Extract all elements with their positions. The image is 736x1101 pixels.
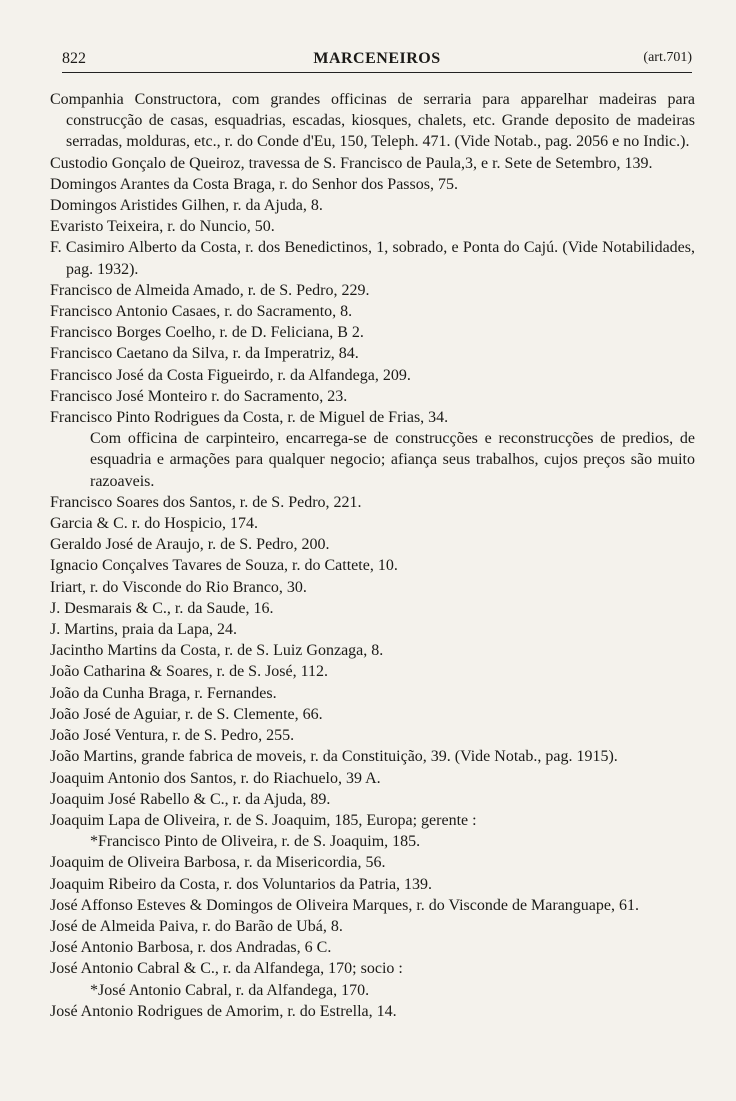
directory-entry: João Catharina & Soares, r. de S. José, 112. — [50, 663, 329, 681]
directory-entry: João José Ventura, r. de S. Pedro, 255. — [50, 727, 295, 745]
directory-entry: Domingos Aristides Gilhen, r. da Ajuda, 8. — [50, 197, 323, 215]
entry-note: *José Antonio Cabral, r. da Alfandega, 170. — [90, 981, 370, 999]
directory-entry: F. Casimiro Alberto da Costa, r. dos Benedictinos, 1, sobrado, e Ponta do Cajú. (Vide Notabilidades, pag. 1932). — [50, 239, 695, 278]
directory-entry: J. Desmarais & C., r. da Saude, 16. — [50, 599, 274, 617]
directory-entry: Companhia Constructora, com grandes officinas de serraria para apparelhar madeiras para construcção de casas, esquadrias, escadas, kiosques, chalets, etc. Grande deposito de madeiras serradas, molduras, etc., r. do Conde d'Eu, 150, Teleph. 471. (Vide Notab., pag. 2056 e no Indic.). — [50, 91, 695, 151]
directory-entry: Joaquim de Oliveira Barbosa, r. da Misericordia, 56. — [50, 854, 386, 872]
directory-entry: Garcia & C. r. do Hospicio, 174. — [50, 515, 258, 533]
directory-list — [50, 89, 695, 1022]
directory-entry: Francisco Soares dos Santos, r. de S. Pedro, 221. — [50, 493, 362, 511]
directory-entry: José Antonio Rodrigues de Amorim, r. do Estrella, 14. — [50, 1002, 397, 1020]
directory-entry: José de Almeida Paiva, r. do Barão de Ubá, 8. — [50, 917, 343, 935]
directory-entry: Francisco Borges Coelho, r. de D. Feliciana, B 2. — [50, 324, 364, 342]
directory-entry: José Antonio Barbosa, r. dos Andradas, 6 C. — [50, 939, 332, 957]
directory-entry: Ignacio Conçalves Tavares de Souza, r. do Cattete, 10. — [50, 557, 398, 575]
directory-entry: Francisco de Almeida Amado, r. de S. Pedro, 229. — [50, 281, 370, 299]
directory-entry: J. Martins, praia da Lapa, 24. — [50, 621, 238, 639]
directory-entry: Geraldo José de Araujo, r. de S. Pedro, 200. — [50, 536, 330, 554]
directory-entry: Francisco José da Costa Figueirdo, r. da Alfandega, 209. — [50, 366, 411, 384]
directory-entry: Joaquim Lapa de Oliveira, r. de S. Joaquim, 185, Europa; gerente : *Francisco Pinto de Oliveira, r. de S. Joaquim, 185. — [50, 810, 695, 852]
directory-entry: Joaquim José Rabello & C., r. da Ajuda, 89. — [50, 790, 331, 808]
directory-entry: João José de Aguiar, r. de S. Clemente, 66. — [50, 705, 323, 723]
directory-entry: Francisco Caetano da Silva, r. da Imperatriz, 84. — [50, 345, 359, 363]
directory-entry: José Antonio Cabral & C., r. da Alfandega, 170; socio : *José Antonio Cabral, r. da Alfandega, 170. — [50, 958, 695, 1000]
article-reference: (art.701) — [643, 50, 692, 65]
directory-entry: Domingos Arantes da Costa Braga, r. do Senhor dos Passos, 75. — [50, 175, 458, 193]
directory-entry: Francisco Antonio Casaes, r. do Sacramento, 8. — [50, 303, 353, 321]
entry-note: Com officina de carpinteiro, encarrega-se de construcções e reconstrucções de predios, de esquadria e armações para qualquer negocio; afiança seus trabalhos, cujos preços são muito razoaveis. — [90, 430, 695, 490]
directory-entry: Joaquim Antonio dos Santos, r. do Riachuelo, 39 A. — [50, 769, 381, 787]
directory-entry: José Affonso Esteves & Domingos de Oliveira Marques, r. do Visconde de Maranguape, 61. — [50, 896, 640, 914]
page-number: 822 — [62, 50, 86, 67]
directory-entry: João Martins, grande fabrica de moveis, r. da Constituição, 39. (Vide Notab., pag. 1915). — [50, 748, 618, 766]
directory-entry: João da Cunha Braga, r. Fernandes. — [50, 684, 277, 702]
directory-entry: Evaristo Teixeira, r. do Nuncio, 50. — [50, 218, 275, 236]
directory-entry: Francisco José Monteiro r. do Sacramento, 23. — [50, 387, 348, 405]
directory-entry: Joaquim Ribeiro da Costa, r. dos Voluntarios da Patria, 139. — [50, 875, 433, 893]
directory-entry: Iriart, r. do Visconde do Rio Branco, 30. — [50, 578, 307, 596]
page-header — [62, 46, 692, 73]
entry-note: *Francisco Pinto de Oliveira, r. de S. Joaquim, 185. — [90, 833, 421, 851]
directory-entry: Jacintho Martins da Costa, r. de S. Luiz Gonzaga, 8. — [50, 642, 384, 660]
directory-entry: Custodio Gonçalo de Queiroz, travessa de S. Francisco de Paula,3, e r. Sete de Setembro, 139. — [50, 154, 653, 172]
section-title: MARCENEIROS — [313, 50, 441, 67]
directory-entry: Francisco Pinto Rodrigues da Costa, r. de Miguel de Frias, 34. Com officina de carpinteiro, encarrega-se de construcções e reconstrucções de predios, de esquadria e armações para qualquer negocio; afiança seus trabalhos, cujos preços são muito razoaveis. — [50, 407, 695, 492]
